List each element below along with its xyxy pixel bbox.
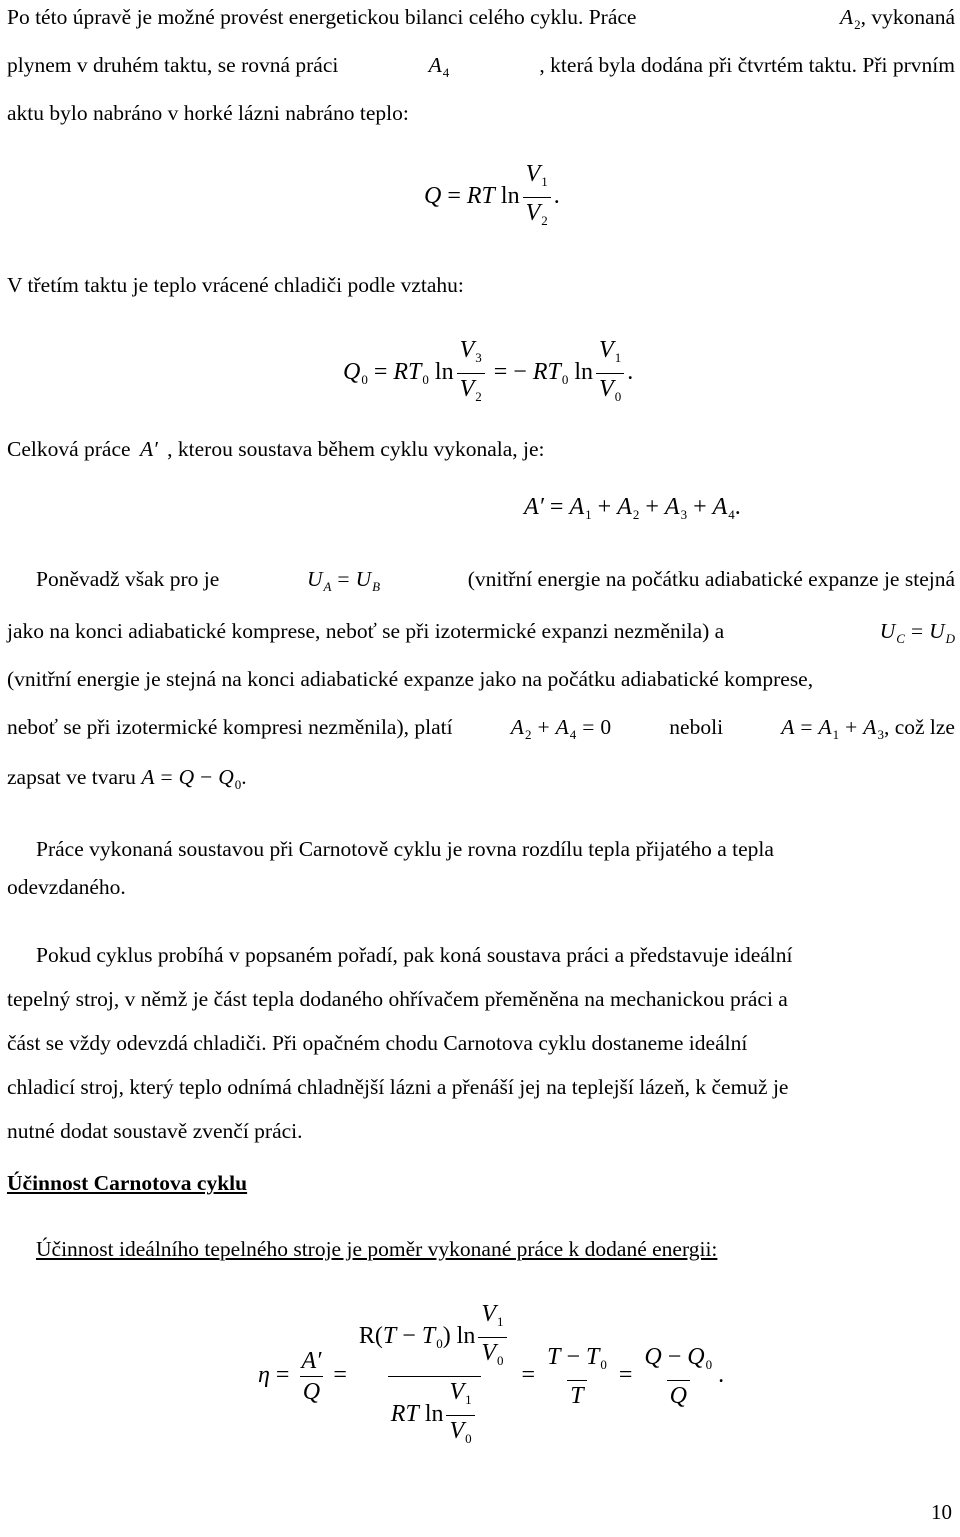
paragraph-6-line-4: chladicí stroj, který teplo odnímá chladnější lázni a přenáší jej na teplejší lázeň, k čemuž je: [7, 1075, 789, 1099]
paragraph-1-line-2: [7, 50, 955, 88]
text: jako na konci adiabatické komprese, neboť se při izotermické expanzi nezměnila) a: [7, 619, 725, 643]
math-UA-UB: $U_A = U_B$: [306, 567, 381, 594]
paragraph-4-line-4: [7, 712, 955, 750]
math-A2-A4-zero: $A_2 + A_4 = 0$: [510, 715, 612, 742]
text: Po této úpravě je možné provést energetickou bilanci celého cyklu. Práce: [7, 5, 637, 29]
math-A-Q-Q0: $A = Q - Q_0$.: [141, 765, 247, 792]
equation-heat-returned: $Q_0 = RT_0$ ln $\frac{V_3}{V_2}$ = − $RT_0$ ln $\frac{V_1}{V_0}$ .: [343, 336, 633, 411]
page-number: 10: [931, 1500, 952, 1524]
math-A2: $A_2$, vykonaná: [840, 5, 955, 32]
paragraph-5-line-2: odevzdaného.: [7, 875, 126, 899]
text: , vykonaná: [860, 5, 955, 29]
paragraph-4-line-1: [36, 564, 955, 602]
text: , která byla dodána při čtvrtém taktu. Při prvním: [539, 53, 955, 77]
paragraph-1-line-3: aktu bylo nabráno v horké lázni nabráno teplo:: [7, 101, 409, 125]
paragraph-6-line-5: nutné dodat soustavě zvenčí práci.: [7, 1119, 303, 1143]
paragraph-4-line-2: [7, 616, 955, 654]
efficiency-definition: Účinnost ideálního tepelného stroje je poměr vykonané práce k dodané energii:: [36, 1237, 718, 1261]
paragraph-5-line-1: Práce vykonaná soustavou při Carnotově cyklu je rovna rozdílu tepla přijatého a tepla: [36, 837, 774, 861]
paragraph-3: Celková práce A′ , kterou soustava během cyklu vykonala, je:: [7, 437, 545, 461]
paragraph-6-line-2: tepelný stroj, v němž je část tepla dodaného ohřívačem přeměněna na mechanickou práci a: [7, 987, 788, 1011]
text: Celková práce: [7, 437, 131, 461]
equation-total-work: $A' = A_1 + A_2 + A_3 + A_4$.: [524, 494, 741, 522]
paragraph-6-line-3: část se vždy odevzdá chladiči. Při opačném chodu Carnotova cyklu dostaneme ideální: [7, 1031, 748, 1055]
text: , kterou soustava během cyklu vykonala, je:: [167, 437, 545, 461]
section-heading: Účinnost Carnotova cyklu: [7, 1171, 248, 1195]
equation-efficiency: η = $\frac{A'}{Q}$ = $R(T - T_0)$ ln $\frac{V_1}{V_0}$ RT ln $\frac{V_1}{V_0}$ = $\frac{T - T_0}{T}$ = $\frac{Q - Q_0}{Q}$ .: [258, 1300, 724, 1453]
equation-heat-absorbed: Q = RT ln $\frac{V_1}{V_2}$ .: [424, 160, 560, 235]
text: Poněvadž však pro je: [36, 567, 220, 591]
text: (vnitřní energie na počátku adiabatické expanze je stejná: [467, 567, 955, 591]
paragraph-1-line-1: [7, 2, 955, 40]
text: neboli: [669, 715, 724, 739]
math-A4: $A_4$: [428, 53, 450, 80]
math-A-A1-A3: $A = A_1 + A_3$, což lze: [781, 715, 955, 742]
text: plynem v druhém taktu, se rovná práci: [7, 53, 339, 77]
text: neboť se při izotermické kompresi nezměnila), platí: [7, 715, 453, 739]
paragraph-6-line-1: Pokud cyklus probíhá v popsaném pořadí, pak koná soustava práci a představuje ideální: [36, 943, 793, 967]
text: , což lze: [883, 715, 955, 739]
text: zapsat ve tvaru: [7, 765, 136, 789]
math-UC-UD: $U_C = U_D$: [879, 619, 955, 646]
paragraph-4-line-3: (vnitřní energie je stejná na konci adiabatické expanze jako na počátku adiabatické komprese,: [7, 667, 814, 691]
paragraph-4-line-5: [7, 762, 955, 800]
paragraph-2: V třetím taktu je teplo vrácené chladiči podle vztahu:: [7, 273, 464, 297]
